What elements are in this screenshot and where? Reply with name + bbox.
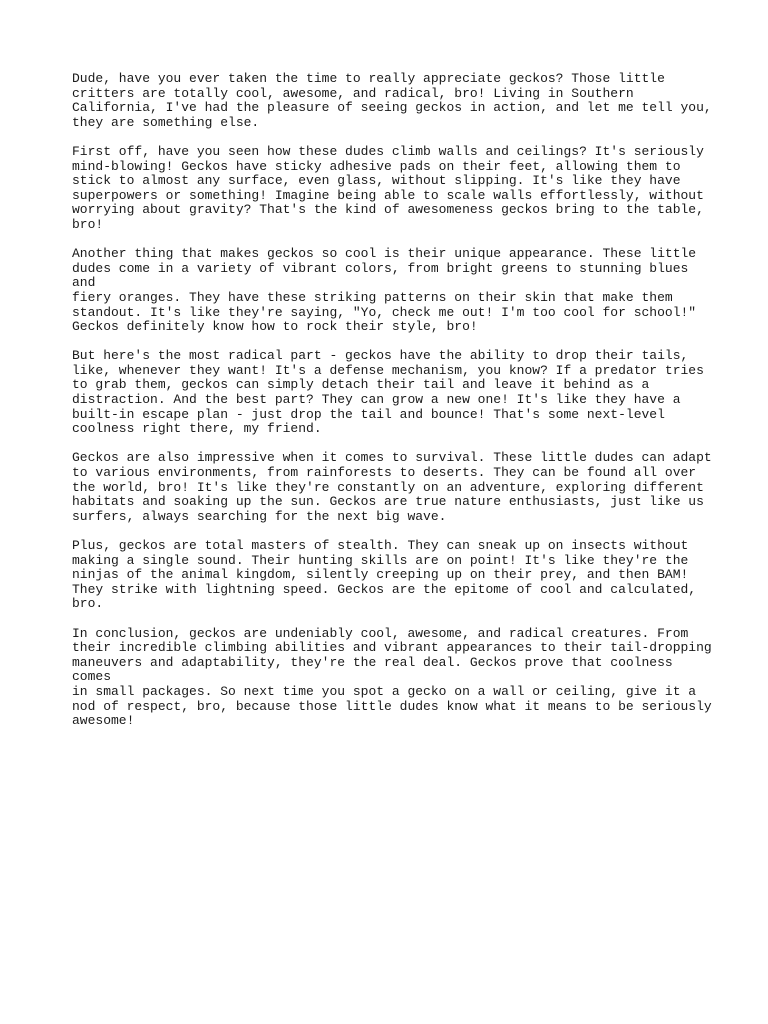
paragraph-intro: Dude, have you ever taken the time to really appreciate geckos? Those little critters are totally cool, awesome, and radical, bro! Living in Southern California, I've had the pleasure of seeing geckos in action, and let me tell you, they are something else. bbox=[72, 71, 712, 130]
document-page bbox=[72, 72, 712, 743]
paragraph-climbing: First off, have you seen how these dudes climb walls and ceilings? It's seriously mind-blowing! Geckos have sticky adhesive pads on their feet, allowing them to stick to almost any surface, even glass, without slipping. It's like they have superpowers or something! Imagine being able to scale walls effortlessly, without worrying about gravity? That's the kind of awesomeness geckos bring to the table, bro! bbox=[72, 143, 704, 232]
paragraph-survival: Geckos are also impressive when it comes to survival. These little dudes can adapt to various environments, from rainforests to deserts. They can be found all over the world, bro! It's like they're constantly on an adventure, exploring different habitats and soaking up the sun. Geckos are true nature enthusiasts, just like us surfers, always searching for the next big wave. bbox=[72, 450, 712, 524]
paragraph-tails: But here's the most radical part - geckos have the ability to drop their tails, like, whenever they want! It's a defense mechanism, you know? If a predator tries to grab them, geckos can simply detach their tail and leave it behind as a distraction. And the best part? They can grow a new one! It's like they have a built-in escape plan - just drop the tail and bounce! That's some next-level coolness right there, my friend. bbox=[72, 348, 704, 437]
paragraph-appearance: Another thing that makes geckos so cool is their unique appearance. These little dudes come in a variety of vibrant colors, from bright greens to stunning blues and fiery oranges. They have these striking patterns on their skin that make them standout. It's like they're saying, "Yo, check me out! I'm too cool for school!" Geckos definitely know how to rock their style, bro! bbox=[72, 246, 697, 335]
paragraph-conclusion: In conclusion, geckos are undeniably cool, awesome, and radical creatures. From their incredible climbing abilities and vibrant appearances to their tail-dropping maneuvers and adaptability, they're the real deal. Geckos prove that coolness comes in small packages. So next time you spot a gecko on a wall or ceiling, give it a nod of respect, bro, because those little dudes know what it means to be seriously awesome! bbox=[72, 625, 712, 729]
paragraph-stealth: Plus, geckos are total masters of stealth. They can sneak up on insects without making a single sound. Their hunting skills are on point! It's like they're the ninjas of the animal kingdom, silently creeping up on their prey, and then BAM! They strike with lightning speed. Geckos are the epitome of cool and calculated, bro. bbox=[72, 538, 697, 612]
